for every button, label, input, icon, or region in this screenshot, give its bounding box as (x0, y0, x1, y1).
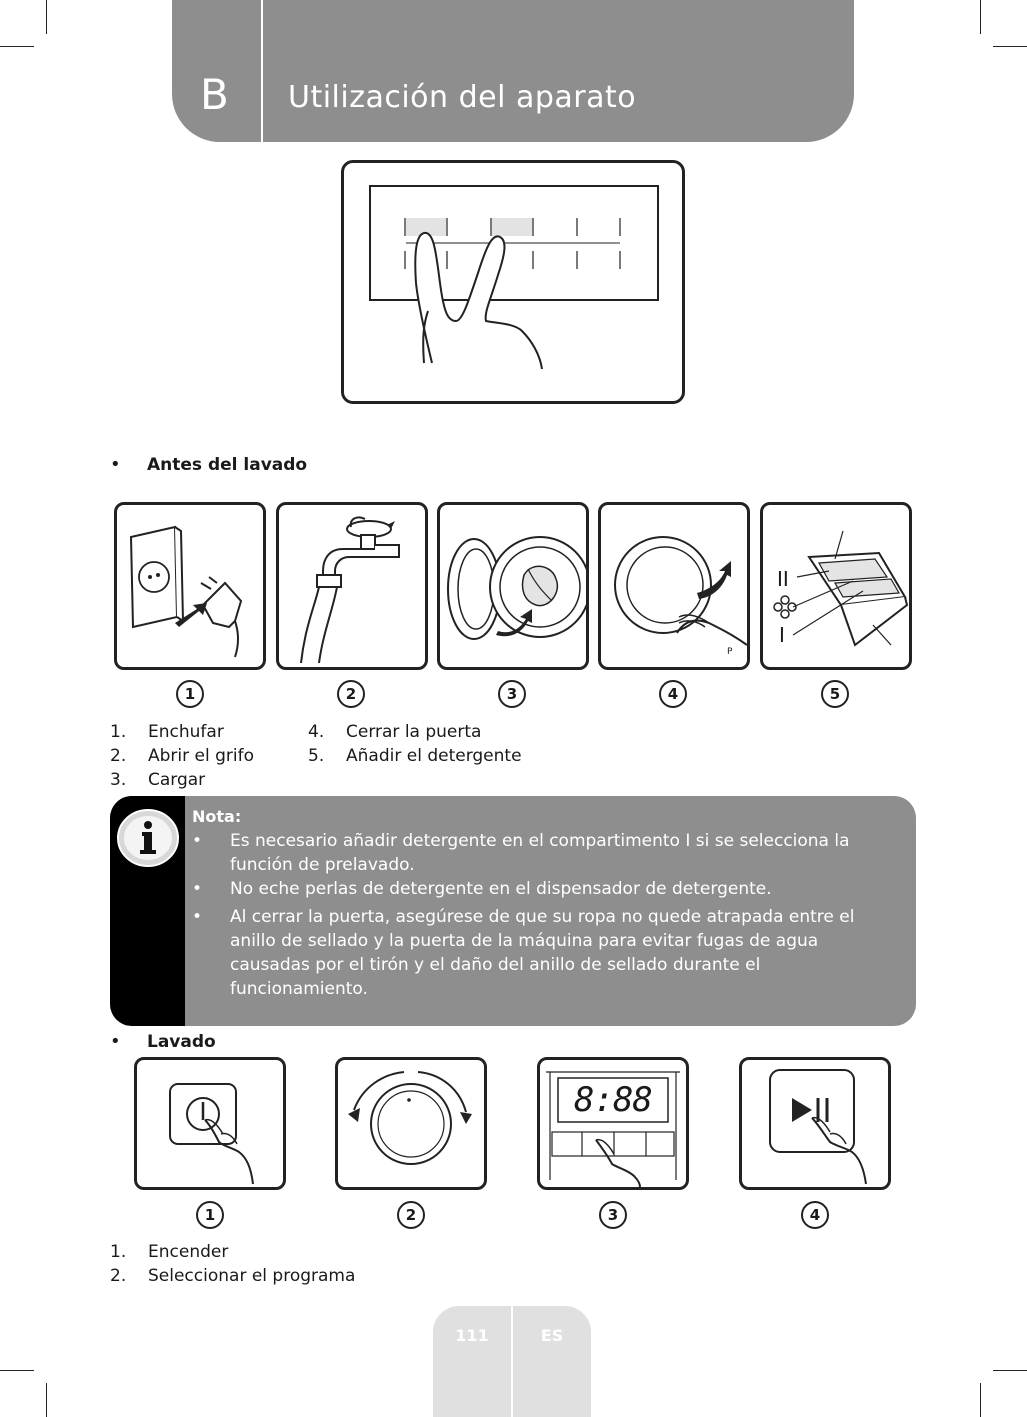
page-number: 111 (455, 1326, 489, 1345)
note-item: • Al cerrar la puerta, asegúrese de que su ropa no quede atrapada entre el anillo de sellado y la puerta de la máquina para evitar fugas de agua causadas por el tirón y el daño del anillo de sellado durante el funcionamiento. (192, 907, 855, 999)
list-item: 3. Cargar (110, 770, 206, 790)
step-number-badge: 5 (821, 680, 849, 708)
header-divider (261, 0, 263, 142)
note-item: • No eche perlas de detergente en el dispensador de detergente. (192, 879, 772, 899)
step-number-badge: 1 (176, 680, 204, 708)
wash-step-options-figure (537, 1057, 689, 1190)
section-bullet: • (110, 1031, 121, 1052)
step-number-badge: 2 (337, 680, 365, 708)
step-number-badge: 3 (599, 1201, 627, 1229)
list-item: 1. Enchufar (110, 722, 224, 742)
language-code: ES (540, 1326, 564, 1345)
chapter-letter: B (200, 70, 229, 119)
list-item: 4. Cerrar la puerta (308, 722, 482, 742)
closing-door-illustration (601, 505, 747, 667)
power-button-illustration (137, 1060, 283, 1187)
two-finger-illustration (344, 163, 682, 401)
tap-illustration (279, 505, 425, 667)
crop-mark (0, 1370, 34, 1371)
crop-mark (993, 1370, 1027, 1371)
loading-drum-illustration (440, 505, 586, 667)
crop-mark (980, 1383, 981, 1417)
note-item: • Es necesario añadir detergente en el compartimento I si se selecciona la función de prelavado. (192, 831, 850, 875)
list-item: 2. Seleccionar el programa (110, 1266, 356, 1286)
wash-step-start-figure (739, 1057, 891, 1190)
plug-socket-illustration (117, 505, 263, 667)
section-title-wash: Lavado (147, 1032, 216, 1052)
crop-mark (0, 46, 34, 47)
start-pause-illustration (742, 1060, 888, 1187)
crop-mark (46, 0, 47, 34)
section-bullet: • (110, 454, 121, 475)
page-title: Utilización del aparato (288, 80, 637, 115)
step-load-figure (437, 502, 589, 670)
door-mark: P (727, 647, 733, 657)
program-knob-illustration (338, 1060, 484, 1187)
step-number-badge: 1 (196, 1201, 224, 1229)
two-finger-press-figure (341, 160, 685, 404)
display-readout: 8:88 (574, 1080, 652, 1120)
step-add-detergent-figure (760, 502, 912, 670)
step-number-badge: 2 (397, 1201, 425, 1229)
crop-mark (993, 46, 1027, 47)
list-item: 2. Abrir el grifo (110, 746, 255, 766)
list-item: 1. Encender (110, 1242, 229, 1262)
crop-mark (46, 1383, 47, 1417)
step-open-tap-figure (276, 502, 428, 670)
flower-softener-icon (774, 596, 796, 618)
step-number-badge: 4 (801, 1201, 829, 1229)
chapter-header (172, 0, 854, 142)
list-item: 5. Añadir el detergente (308, 746, 522, 766)
note-title: Nota: (192, 807, 242, 826)
crop-mark (980, 0, 981, 34)
step-number-badge: 4 (659, 680, 687, 708)
section-title-before-wash: Antes del lavado (147, 455, 308, 475)
wash-step-power-figure (134, 1057, 286, 1190)
step-plug-in-figure (114, 502, 266, 670)
step-close-door-figure (598, 502, 750, 670)
footer-tab-page (433, 1306, 511, 1417)
step-number-badge: 3 (498, 680, 526, 708)
compartment-label-ii: II (777, 567, 789, 591)
compartment-label-i: I (779, 623, 785, 647)
info-icon (116, 808, 180, 868)
footer-tab-lang (513, 1306, 591, 1417)
wash-step-program-figure (335, 1057, 487, 1190)
